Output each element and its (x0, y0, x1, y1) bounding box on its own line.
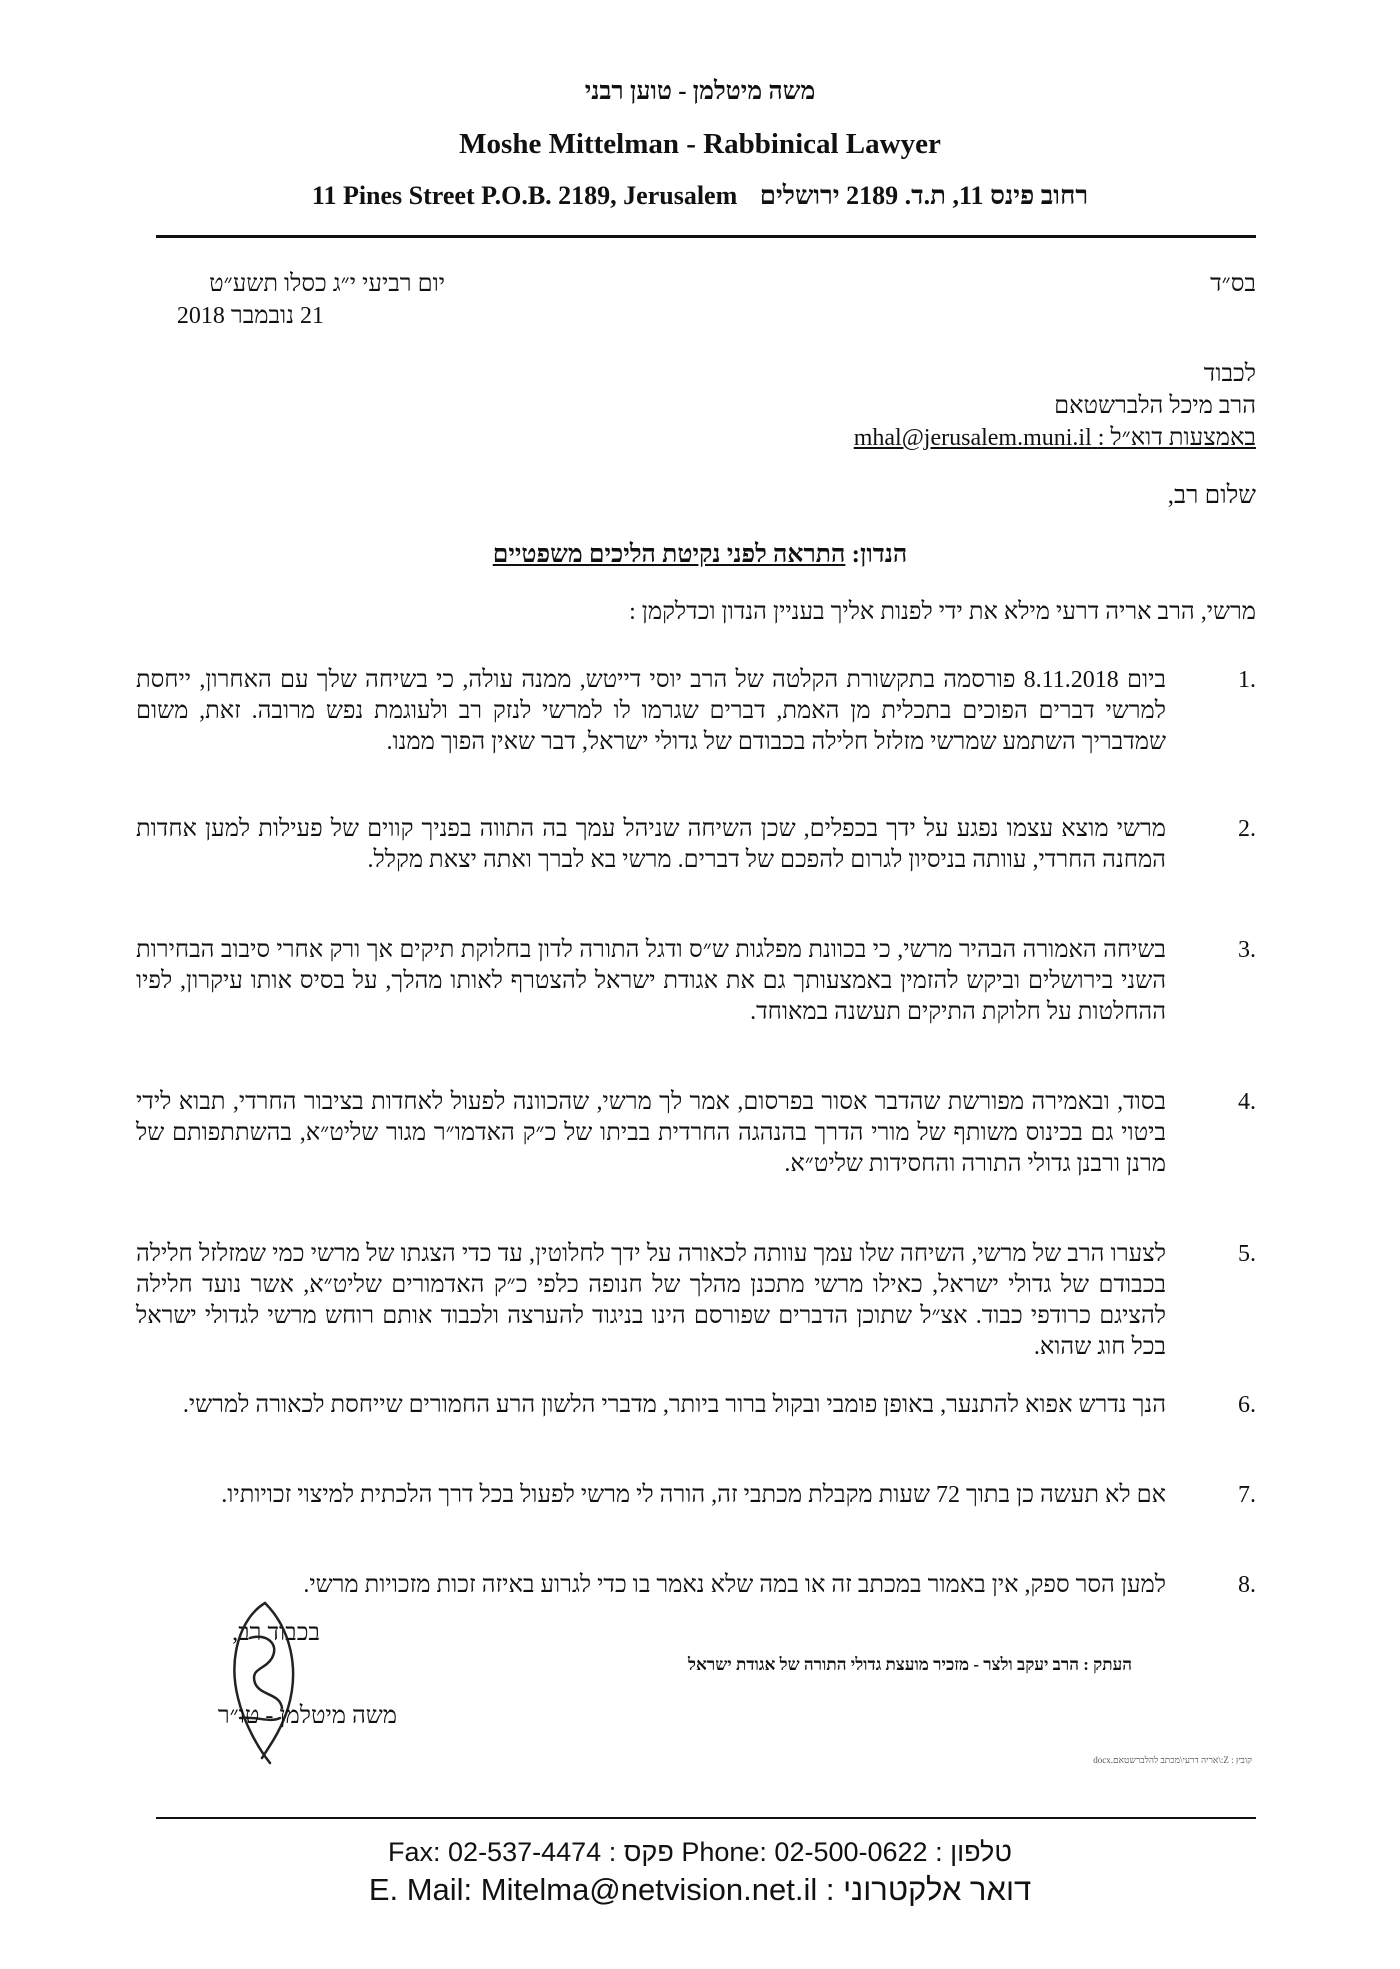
footer-divider (156, 1817, 1256, 1819)
fax-label: Fax: (388, 1837, 441, 1867)
letterhead-name-english: Moshe Mittelman - Rabbinical Lawyer (459, 128, 941, 160)
letterhead-name-hebrew: משה מיטלמן - טוען רבני (584, 78, 816, 105)
recipient-email[interactable]: mhal@jerusalem.muni.il (853, 425, 1092, 451)
item-number: 2. (1238, 816, 1256, 842)
list-item (136, 1390, 1256, 1421)
phone-label-hebrew: : טלפון (935, 1837, 1012, 1867)
signer-name: משה מיטלמן - טו״ר (217, 1703, 397, 1729)
fax-label-hebrew: : פקס (608, 1837, 674, 1867)
list-item (136, 1570, 1256, 1601)
date-gregorian: 21 נובמבר 2018 (176, 303, 324, 329)
greeting: שלום רב, (1167, 482, 1256, 509)
letterhead-address (0, 181, 1400, 211)
item-text: למען הסר ספק, אין באמור במכתב זה או במה שלא נאמר בו כדי לגרוע באיזה זכות מזכויות מרשי. (303, 1572, 1166, 1598)
item-text: בסוד, ובאמירה מפורשת שהדבר אסור בפרסום, אמר לך מרשי, שהכוונה לפעול לאחדות בציבור החרדי, תבוא לידי ביטוי גם בכינוס משותף של מורי הדרך בהנהגה החרדית בביתו של כ״ק האדמו״ר מגור שליט״א, בהשתתפותם של מרנן ורבנן גדולי התורה והחסידות שליט״א. (136, 1089, 1166, 1177)
email-label-hebrew: : דואר אלקטרוני (825, 1872, 1032, 1907)
item-text: אם לא תעשה כן בתוך 72 שעות מקבלת מכתבי זה, הורה לי מרשי לפעול בכל דרך הלכתית למיצוי זכויותיו. (221, 1482, 1166, 1508)
list-item (136, 1239, 1256, 1363)
item-number: 7. (1238, 1482, 1256, 1508)
item-text: הנך נדרש אפוא להתנער, באופן פומבי ובקול ברור ביותר, מדברי הלשון הרע החמורים שייחסת לכאורה למרשי. (182, 1392, 1166, 1418)
item-number: 1. (1238, 667, 1256, 693)
handwritten-signature (210, 1598, 320, 1773)
subject-label: הנדון: (851, 541, 908, 568)
item-text: מרשי מוצא עצמו נפגע על ידך בכפלים, שכן השיחה שניהל עמך בה התווה בפניך קווים של פעילות למען אחדות המחנה החרדי, עוותה בניסיון לגרום להפכם של דברים. מרשי בא לברך ואתה יצאת מקלל. (136, 816, 1166, 873)
email-label: E. Mail: (368, 1872, 473, 1907)
list-item (136, 1480, 1256, 1511)
list-item (136, 1087, 1256, 1180)
recipient-name: הרב מיכל הלברשטאם (1054, 393, 1256, 419)
recipient-to: לכבוד (1203, 361, 1256, 387)
list-item (136, 814, 1256, 876)
email-address[interactable]: Mitelma@netvision.net.il (480, 1872, 818, 1907)
item-text: ביום 8.11.2018 פורסמה בתקשורת הקלטה של הרב יוסי דייטש, ממנה עולה, כי בשיחה שלך עם האחרון, ייחסת למרשי דברים הפוכים בתכלית מן האמת, דברים שגרמו לו למרשי לנזק רב ולעוגמת נפש מרובה. זאת, משום שמדבריך השתמע שמרשי מזלזל חלילה בכבודם של גדולי ישראל, דבר שאין הפוך ממנו. (136, 667, 1166, 755)
header-divider (156, 235, 1256, 238)
footer-email (0, 1872, 1400, 1908)
item-number: 8. (1238, 1572, 1256, 1598)
cc-line: העתק : הרב יעקב ולצר - מזכיר מועצת גדולי התורה של אגודת ישראל (688, 1655, 1132, 1674)
date-hebrew: יום רביעי י״ג כסלו תשע״ט (209, 271, 445, 297)
recipient-via (854, 422, 1256, 454)
intro-paragraph: מרשי, הרב אריה דרעי מילא את ידי לפנות אליך בעניין הנדון וכדלקמן : (629, 599, 1256, 625)
subject-line (0, 541, 1400, 569)
item-number: 6. (1238, 1392, 1256, 1418)
address-hebrew: רחוב פינס 11, ת.ד. 2189 ירושלים (759, 181, 1089, 210)
item-number: 3. (1238, 937, 1256, 963)
closing: בכבוד רב, (232, 1620, 320, 1646)
subject-text: התראה לפני נקיטת הליכים משפטיים (492, 541, 846, 568)
footer-phone-fax (0, 1837, 1400, 1868)
phone-number: 02-500-0622 (774, 1837, 928, 1867)
address-english: 11 Pines Street P.O.B. 2189, Jerusalem (311, 181, 738, 210)
via-label: באמצעות דוא״ל : (1097, 425, 1256, 451)
list-item (136, 665, 1256, 758)
item-number: 5. (1238, 1241, 1256, 1267)
file-reference: קובץ : Z:\אריה דרעי\מכתב להלברשטאם.docx (1093, 1755, 1252, 1765)
list-item (136, 935, 1256, 1028)
item-number: 4. (1238, 1089, 1256, 1115)
item-text: לצערו הרב של מרשי, השיחה שלו עמך עוותה לכאורה על ידך לחלוטין, עד כדי הצגתו של מרשי כמי שמזלזל חלילה בכבודם של גדולי ישראל, כאילו מרשי מתכנן מהלך של חנופה כלפי כ״ק האדמורים שליט״א, אשר נועד חלילה להציגם כרודפי כבוד. אצ״ל שתוכן הדברים שפורסם הינו בניגוד להערצה ולכבוד אותם רוחש מרשי לגדולי ישראל בכל חוג שהוא. (136, 1241, 1166, 1360)
fax-number: 02-537-4474 (448, 1837, 602, 1867)
phone-label: Phone: (681, 1837, 767, 1867)
bsd-mark: בס״ד (1210, 271, 1256, 297)
item-text: בשיחה האמורה הבהיר מרשי, כי בכוונת מפלגות ש״ס ודגל התורה לדון בחלוקת תיקים אך ורק אחרי סיבוב הבחירות השני בירושלים וביקש להזמין באמצעותך גם את אגודת ישראל להצטרף לאותו מהלך, על בסיס אותו עיקרון, לפיו ההחלטות על חלוקת התיקים תעשנה במאוחד. (136, 937, 1166, 1025)
